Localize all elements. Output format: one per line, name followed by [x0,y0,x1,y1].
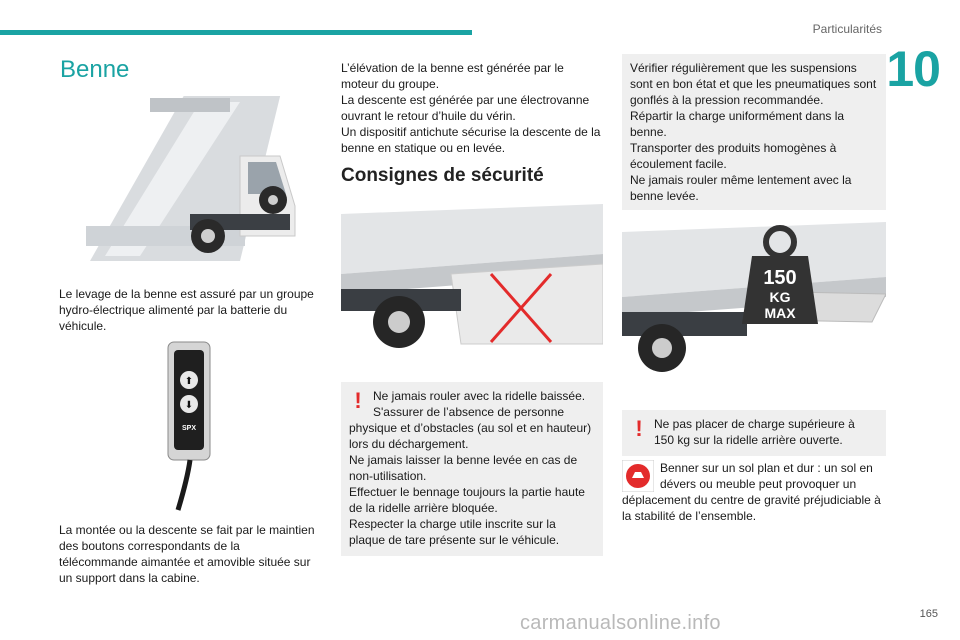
safety-warning-box [341,382,603,556]
col1-paragraph-1 [59,286,321,334]
info-line-4: Ne jamais rouler même lentement avec la benne levée. [630,173,852,203]
tipper-truck-illustration [80,96,305,271]
tipping-advice-text: Benner sur un sol plan et dur : un sol en dévers ou meuble peut provoquer un déplacement du centre de gravité préjudiciable à la stabilité de l’ensemble. [622,461,881,523]
truck-lowered-tailgate-illustration [341,194,603,360]
col1-paragraph-2 [59,522,321,586]
intro-text: Le levage de la benne est assuré par un groupe hydro-électrique alimenté par la batterie du véhicule. [59,287,314,333]
elevation-text: L’élévation de la benne est générée par le moteur du groupe. [341,61,564,91]
page-number: 165 [919,608,938,620]
warning-line-2: S'assurer de l’absence de personne physique et d’obstacles (au sol et en hauteur) lors du déchargement. [349,405,592,451]
remote-brand-label: SPX [181,425,197,432]
watermark: carmanualsonline.info [520,612,721,634]
svg-text:⬆: ⬆ [184,376,194,387]
weight-max: MAX [764,305,796,321]
warning-line-4: Effectuer le bennage toujours la partie haute de la ridelle arrière bloquée. [349,485,585,515]
page-title: Benne [60,56,130,83]
info-line-3: Transporter des produits homogènes à écoulement facile. [630,141,837,171]
antifall-text: Un dispositif antichute sécurise la descente de la benne en statique ou en levée. [341,125,601,155]
header-accent-bar [0,30,472,35]
remote-control-illustration [160,340,220,512]
eco-tip-icon [622,460,654,492]
svg-text:⬇: ⬇ [184,400,194,411]
warning-line-5: Respecter la charge utile inscrite sur la plaque de tare présente sur le véhicule. [349,517,560,547]
info-line-1: Vérifier régulièrement que les suspensions sont en bon état et que les pneumatiques sont gonflés à la pression recommandée. [630,61,877,107]
tailgate-load-warning [622,410,886,456]
warning-icon: ! [354,388,362,413]
max-load-tailgate-illustration [622,222,886,388]
warning-line-3: Ne jamais laisser la benne levée en cas de non-utilisation. [349,453,578,483]
remote-instructions-text: La montée ou la descente se fait par le maintien des boutons correspondants de la télécommande aimantée et amovible située sur un support dans la cabine. [59,523,315,585]
tipping-advice [622,460,886,524]
chapter-number: 10 [886,41,940,97]
tailgate-warning-text: Ne pas placer de charge supérieure à 150 kg sur la ridelle arrière ouverte. [654,417,855,447]
weight-number: 150 [763,267,797,289]
warning-line-1: Ne jamais rouler avec la ridelle baissée. [373,389,586,403]
section-label: Particularités [812,22,882,36]
info-line-2: Répartir la charge uniformément dans la benne. [630,109,845,139]
safety-heading: Consignes de sécurité [341,165,544,186]
weight-unit: KG [769,289,791,305]
col2-intro [341,60,603,156]
maintenance-info-box [622,54,886,210]
descent-text: La descente est générée par une électrovanne ouvrant le retour d’huile du vérin. [341,93,590,123]
warning-icon: ! [635,416,643,441]
